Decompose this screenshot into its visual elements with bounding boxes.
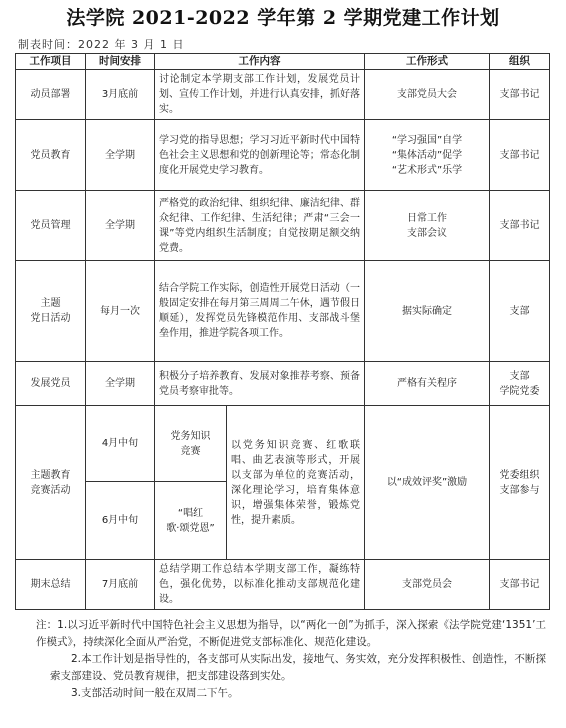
cell-form: 日常工作 支部会议 — [365, 191, 490, 261]
cell-org: 支部 学院党委 — [490, 362, 550, 406]
table-row — [16, 191, 550, 261]
cell-project: 主题教育 竞赛活动 — [16, 406, 86, 560]
cell-content: 以党务知识竞赛、红歌联唱、曲艺表演等形式，开展以支部为单位的竞赛活动，深化理论学习，培育集体意识，增强集体荣誉，锻炼党性，提升素质。 — [227, 406, 365, 560]
cell-org: 党委组织 支部参与 — [490, 406, 550, 560]
cell-form: 以“成效评奖”激励 — [365, 406, 490, 560]
header-form: 工作形式 — [365, 54, 490, 70]
table-row — [16, 362, 550, 406]
table-row — [16, 261, 550, 362]
cell-org: 支部书记 — [490, 120, 550, 191]
cell-org: 支部书记 — [490, 191, 550, 261]
cell-form: 支部党员大会 — [365, 70, 490, 120]
document-title: 法学院 2021-2022 学年第 2 学期党建工作计划 — [66, 7, 500, 29]
cell-form: “学习强国”自学 “集体活动”促学 “艺术形式”乐学 — [365, 120, 490, 191]
cell-time: 7月底前 — [86, 560, 155, 610]
cell-org: 支部书记 — [490, 70, 550, 120]
notes-section — [36, 617, 546, 702]
header-time: 时间安排 — [86, 54, 155, 70]
cell-project: 动员部署 — [16, 70, 86, 120]
cell-content: 积极分子培养教育、发展对象推荐考察、预备党员考察审批等。 — [155, 362, 365, 406]
header-content: 工作内容 — [155, 54, 365, 70]
note-item: 2.本工作计划是指导性的，各支部可从实际出发，接地气、务实效，充分发挥积极性、创造性，不断探索支部建设、党员教育规律，把支部建设落到实处。 — [50, 653, 546, 682]
cell-time: 3月底前 — [86, 70, 155, 120]
cell-time: 每月一次 — [86, 261, 155, 362]
creation-date: 制表时间：2022 年 3 月 1 日 — [18, 38, 185, 51]
cell-content: 学习党的指导思想；学习习近平新时代中国特色社会主义思想和党的创新理论等；常态化制度化开展党史学习教育。 — [155, 120, 365, 191]
cell-time: 6月中旬 — [86, 482, 155, 560]
header-org: 组织 — [490, 54, 550, 70]
work-plan-table — [15, 53, 550, 610]
header-project: 工作项目 — [16, 54, 86, 70]
cell-content: 结合学院工作实际，创造性开展党日活动（一般固定安排在每月第三周周二午休，遇节假日顺延），发挥党员先锋模范作用、支部战斗堡垒作用，推进学院各项工作。 — [155, 261, 365, 362]
cell-org: 支部 — [490, 261, 550, 362]
cell-content: 讨论制定本学期支部工作计划，发展党员计划、宣传工作计划，并进行认真安排，抓好落实。 — [155, 70, 365, 120]
cell-subactivity: “唱红 歌·颂党恩” — [155, 482, 227, 560]
table-row — [16, 70, 550, 120]
cell-time: 全学期 — [86, 120, 155, 191]
cell-project: 期末总结 — [16, 560, 86, 610]
note-item: 3.支部活动时间一般在双周二下午。 — [71, 687, 239, 699]
cell-subactivity: 党务知识 竞赛 — [155, 406, 227, 482]
cell-project: 主题 党日活动 — [16, 261, 86, 362]
table-row — [16, 120, 550, 191]
cell-time: 4月中旬 — [86, 406, 155, 482]
table-header-row — [16, 54, 550, 70]
cell-project: 发展党员 — [16, 362, 86, 406]
cell-form: 据实际确定 — [365, 261, 490, 362]
table-row — [16, 406, 550, 482]
cell-org: 支部书记 — [490, 560, 550, 610]
cell-time: 全学期 — [86, 362, 155, 406]
note-item: 注：1.以习近平新时代中国特色社会主义思想为指导，以“两化一创”为抓手，深入探索《法学院党建‘1351’工作模式》，持续深化全面从严治党，不断促进党支部标准化、规范化建设。 — [36, 619, 546, 648]
cell-form: 支部党员会 — [365, 560, 490, 610]
cell-content: 严格党的政治纪律、组织纪律、廉洁纪律、群众纪律、工作纪律、生活纪律；严肃“三会一课”等党内组织生活制度；自觉按期足额交纳党费。 — [155, 191, 365, 261]
cell-content: 总结学期工作总结本学期支部工作，凝练特色，强化优势，以标准化推动支部规范化建设。 — [155, 560, 365, 610]
cell-project: 党员教育 — [16, 120, 86, 191]
table-row — [16, 560, 550, 610]
cell-time: 全学期 — [86, 191, 155, 261]
cell-form: 严格有关程序 — [365, 362, 490, 406]
cell-project: 党员管理 — [16, 191, 86, 261]
